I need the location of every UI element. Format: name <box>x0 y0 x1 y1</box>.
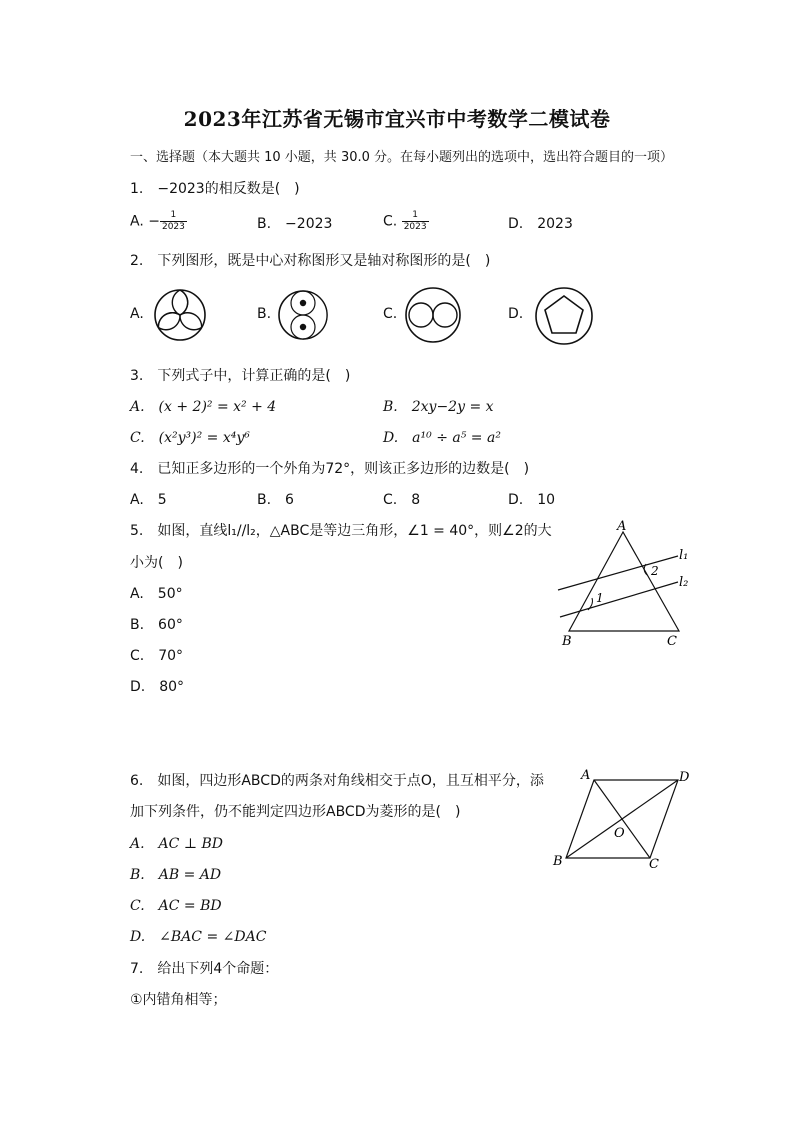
circle-two-circles-figure <box>403 286 463 344</box>
question-5-option-c: C. 70° <box>130 648 184 664</box>
question-5-stem-line-2: 小为( ) <box>130 555 183 571</box>
question-4-option-d: D. 10 <box>508 492 556 508</box>
line-label-l2: l₂ <box>679 575 689 590</box>
fraction-numerator: 1 <box>402 210 429 222</box>
question-6-option-d: D. ∠BAC = ∠DAC <box>130 929 267 945</box>
angle-label-2: 2 <box>651 564 659 578</box>
question-1-stem: 1. −2023的相反数是( ) <box>130 181 300 197</box>
question-7-stem: 7. 给出下列4个命题： <box>130 961 279 977</box>
vertex-label-a: A <box>581 768 591 783</box>
option-a-label: A. <box>130 213 144 230</box>
question-4-option-c: C. 8 <box>383 492 421 508</box>
question-5-stem-line-1: 5. 如图，直线l₁//l₂，△ABC是等边三角形，∠1 = 40°，则∠2的大 <box>130 523 552 539</box>
page-title: 2023年江苏省无锡市宜兴市中考数学二模试卷 <box>183 107 611 131</box>
vertex-label-c: C <box>649 857 659 872</box>
option-c-label: C. <box>383 213 398 230</box>
fraction-denominator: 2023 <box>161 222 185 232</box>
pentagon-in-circle-figure <box>533 285 595 347</box>
circle-three-arcs-figure <box>152 287 208 343</box>
question-3-option-c: C. (x²y³)² = x⁴y⁶ <box>130 430 250 446</box>
question-1-option-d: D. 2023 <box>508 216 573 232</box>
section-heading: 一、选择题（本大题共 10 小题，共 30.0 分。在每小题列出的选项中，选出符合题目的一项） <box>130 150 674 165</box>
question-3-stem: 3. 下列式子中，计算正确的是( ) <box>130 368 351 384</box>
question-2-option-c-label: C. <box>383 306 398 322</box>
vertex-label-b: B <box>562 634 572 649</box>
question-5-option-d: D. 80° <box>130 679 185 695</box>
question-3-option-a: A. (x + 2)² = x² + 4 <box>130 399 277 415</box>
question-5-option-b: B. 60° <box>130 617 183 633</box>
question-3-option-d: D. a¹⁰ ÷ a⁵ = a² <box>383 430 501 446</box>
vertex-label-d: D <box>679 770 690 785</box>
question-7-item-1: ①内错角相等； <box>130 992 227 1008</box>
question-5-option-a: A. 50° <box>130 586 183 602</box>
angle-label-1: 1 <box>596 591 604 605</box>
question-6-option-a: A. AC ⊥ BD <box>130 836 223 852</box>
yin-yang-figure <box>276 288 330 342</box>
question-3-option-b: B. 2xy−2y = x <box>383 399 494 415</box>
question-6-stem-line-1: 6. 如图，四边形ABCD的两条对角线相交于点O，且互相平分，添 <box>130 773 544 789</box>
line-label-l1: l₁ <box>679 548 689 563</box>
question-6-stem-line-2: 加下列条件，仍不能判定四边形ABCD为菱形的是( ) <box>130 804 461 820</box>
vertex-label-b: B <box>553 854 563 869</box>
question-2-option-a-label: A. <box>130 306 144 322</box>
option-a-sign: − <box>148 213 160 230</box>
vertex-label-c: C <box>667 634 677 649</box>
question-1-option-c <box>383 210 429 233</box>
question-2-option-b-label: B. <box>257 306 272 322</box>
question-1-option-a <box>130 210 187 233</box>
triangle-parallel-lines-figure <box>550 518 700 650</box>
question-4-option-b: B. 6 <box>257 492 294 508</box>
fraction-denominator: 2023 <box>403 222 427 232</box>
question-6-option-b: B. AB = AD <box>130 867 222 883</box>
option-a-fraction <box>160 210 187 233</box>
vertex-label-a: A <box>617 519 627 534</box>
fraction-numerator: 1 <box>160 210 187 222</box>
question-2-stem: 2. 下列图形，既是中心对称图形又是轴对称图形的是( ) <box>130 253 491 269</box>
question-6-option-c: C. AC = BD <box>130 898 222 914</box>
question-4-option-a: A. 5 <box>130 492 167 508</box>
point-label-o: O <box>614 826 625 841</box>
parallelogram-figure <box>548 765 698 873</box>
question-2-option-d-label: D. <box>508 306 524 322</box>
question-1-option-b: B. −2023 <box>257 216 333 232</box>
question-4-stem: 4. 已知正多边形的一个外角为72°，则该正多边形的边数是( ) <box>130 461 530 477</box>
option-c-fraction <box>402 210 429 233</box>
